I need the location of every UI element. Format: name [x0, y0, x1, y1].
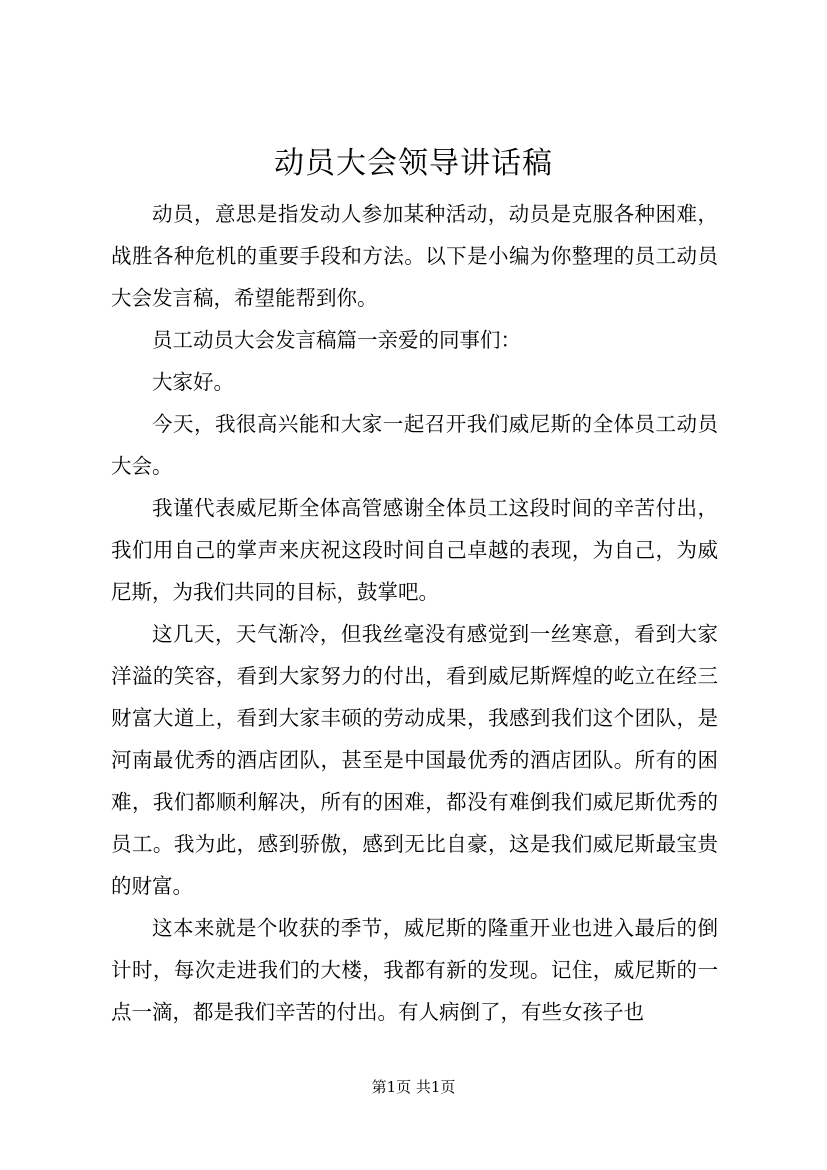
paragraph: 员工动员大会发言稿篇一亲爱的同事们： — [152, 328, 521, 352]
page-number-label: 第1页 共1页 — [371, 1078, 456, 1096]
paragraph: 这几天，天气渐冷，但我丝毫没有感觉到一丝寒意，看到大家洋溢的笑容，看到大家努力的付出，看到威尼斯辉煌的屹立在经三财富大道上，看到大家丰硕的劳动成果，我感到我们这个团队，是河南最优秀的酒店团队，甚至是中国最优秀的酒店团队。所有的困难，我们都顺利解决，所有的困难，都没有难倒我们威尼斯优秀的员工。我为此，感到骄傲，感到无比自豪，这是我们威尼斯最宝贵的财富。 — [111, 622, 718, 898]
paragraph: 我谨代表威尼斯全体高管感谢全体员工这段时间的辛苦付出，我们用自己的掌声来庆祝这段时间自己卓越的表现，为自己，为威尼斯，为我们共同的目标，鼓掌吧。 — [111, 496, 718, 604]
document-title: 动员大会领导讲话稿 — [274, 146, 553, 181]
paragraph: 大家好。 — [152, 370, 234, 394]
paragraph: 今天，我很高兴能和大家一起召开我们威尼斯的全体员工动员大会。 — [111, 412, 718, 478]
page-footer — [0, 1077, 827, 1097]
document-body — [111, 193, 718, 1033]
paragraph: 这本来就是个收获的季节，威尼斯的隆重开业也进入最后的倒计时，每次走进我们的大楼，我都有新的发现。记住，威尼斯的一点一滴，都是我们辛苦的付出。有人病倒了，有些女孩子也 — [111, 916, 718, 1024]
paragraph: 动员，意思是指发动人参加某种活动，动员是克服各种困难，战胜各种危机的重要手段和方法。以下是小编为你整理的员工动员大会发言稿，希望能帮到你。 — [111, 202, 718, 310]
